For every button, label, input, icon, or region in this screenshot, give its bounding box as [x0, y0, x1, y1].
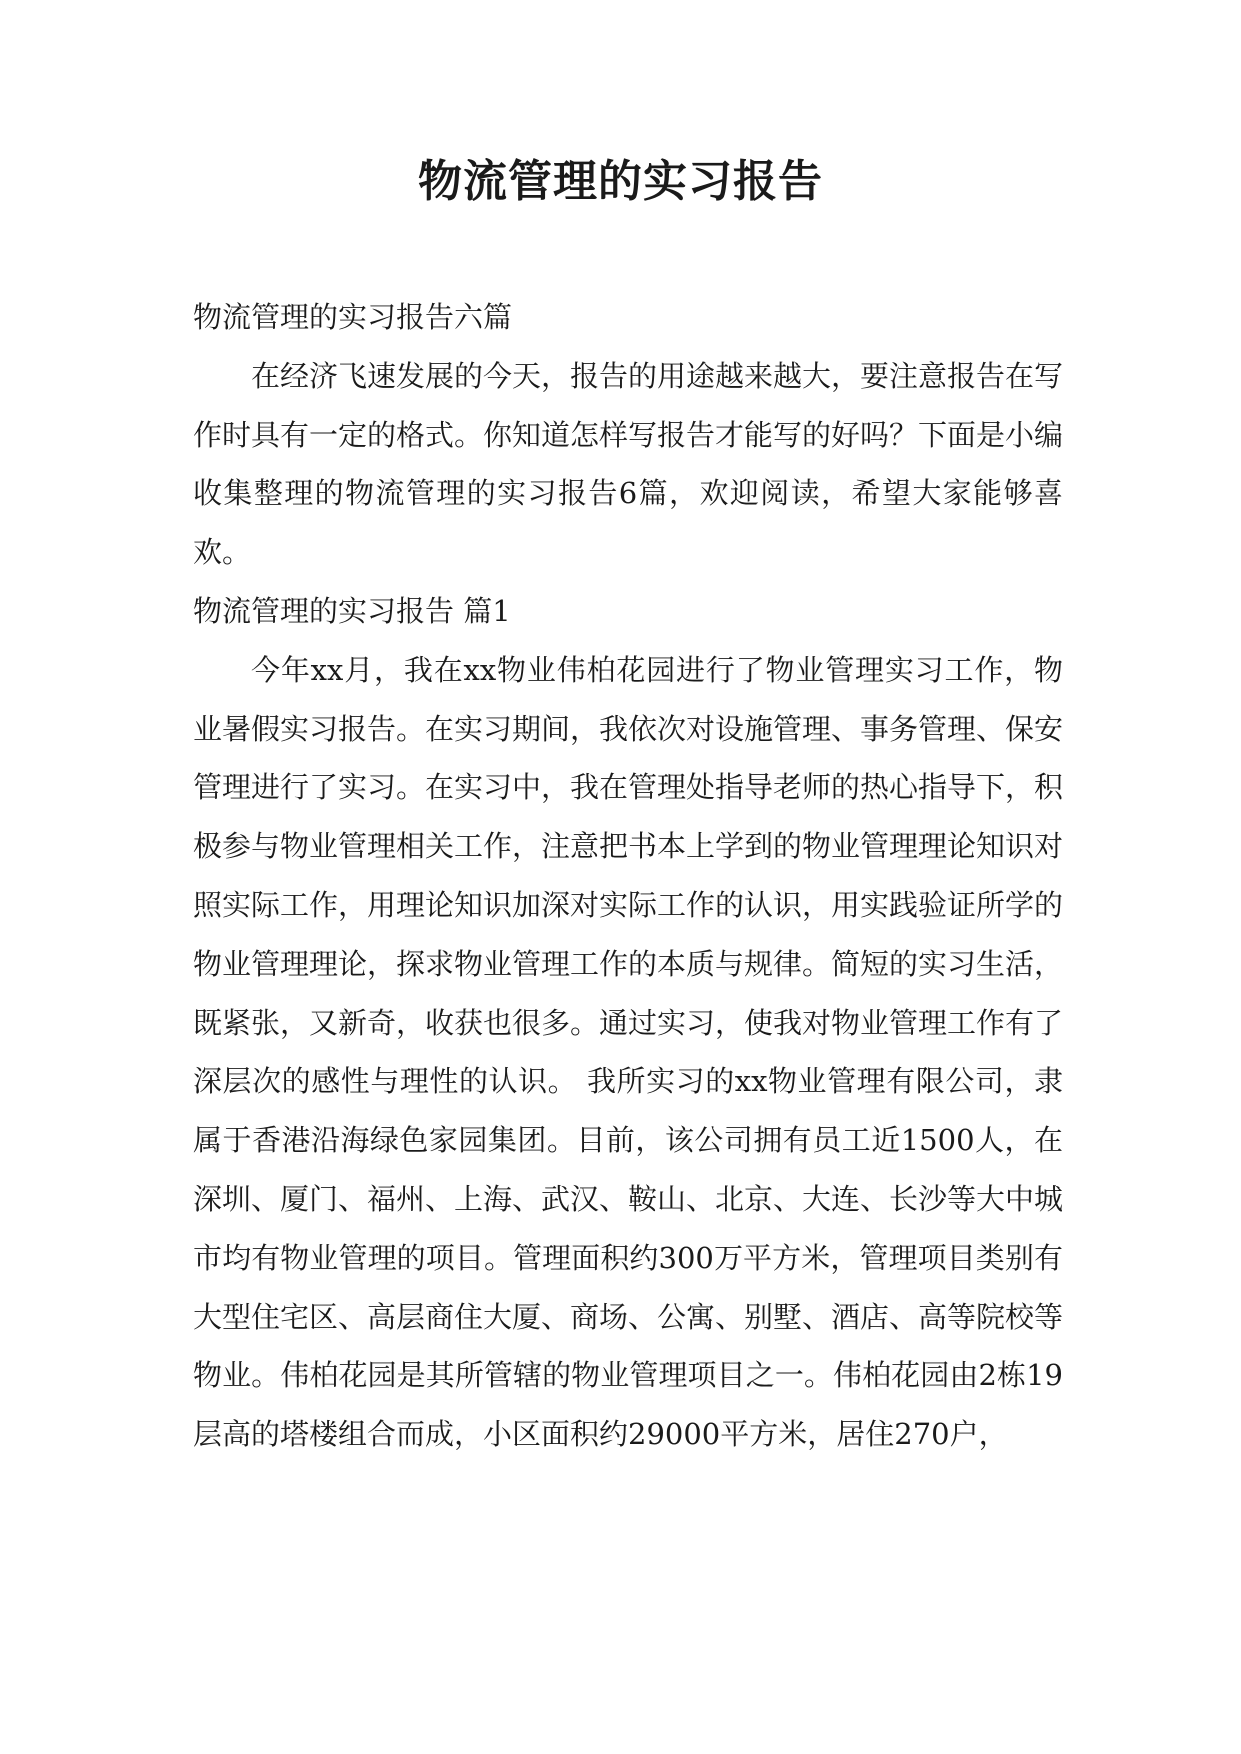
document-subtitle: 物流管理的实习报告六篇	[193, 300, 513, 334]
section-heading: 物流管理的实习报告 篇1	[193, 593, 511, 628]
document-title: 物流管理的实习报告	[418, 156, 823, 207]
body-paragraph: 今年xx月，我在xx物业伟柏花园进行了物业管理实习工作，物业暑假实习报告。在实习期间，我依次对设施管理、事务管理、保安管理进行了实习。在实习中，我在管理处指导老师的热心指导下，积极参与物业管理相关工作，注意把书本上学到的物业管理理论知识对照实际工作，用理论知识加深对实际工作的认识，用实践验证所学的物业管理理论，探求物业管理工作的本质与规律。简短的实习生活，既紧张，又新奇，收获也很多。通过实习，使我对物业管理工作有了深层次的感性与理性的认识。 我所实习的xx物业管理有限公司，隶属于香港沿海绿色家园集团。目前，该公司拥有员工近1500人，在深圳、厦门、福州、上海、武汉、鞍山、北京、大连、长沙等大中城市均有物业管理的项目。管理面积约300万平方米，管理项目类别有大型住宅区、高层商住大厦、商场、公寓、别墅、酒店、高等院校等物业。伟柏花园是其所管辖的物业管理项目之一。伟柏花园由2栋19层高的塔楼组合而成，小区面积约29000平方米，居住270户，	[193, 652, 1064, 1452]
document-body	[193, 288, 1063, 1464]
intro-paragraph: 在经济飞速发展的今天，报告的用途越来越大，要注意报告在写作时具有一定的格式。你知道怎样写报告才能写的好吗？下面是小编收集整理的物流管理的实习报告6篇，欢迎阅读，希望大家能够喜欢。	[193, 358, 1064, 570]
